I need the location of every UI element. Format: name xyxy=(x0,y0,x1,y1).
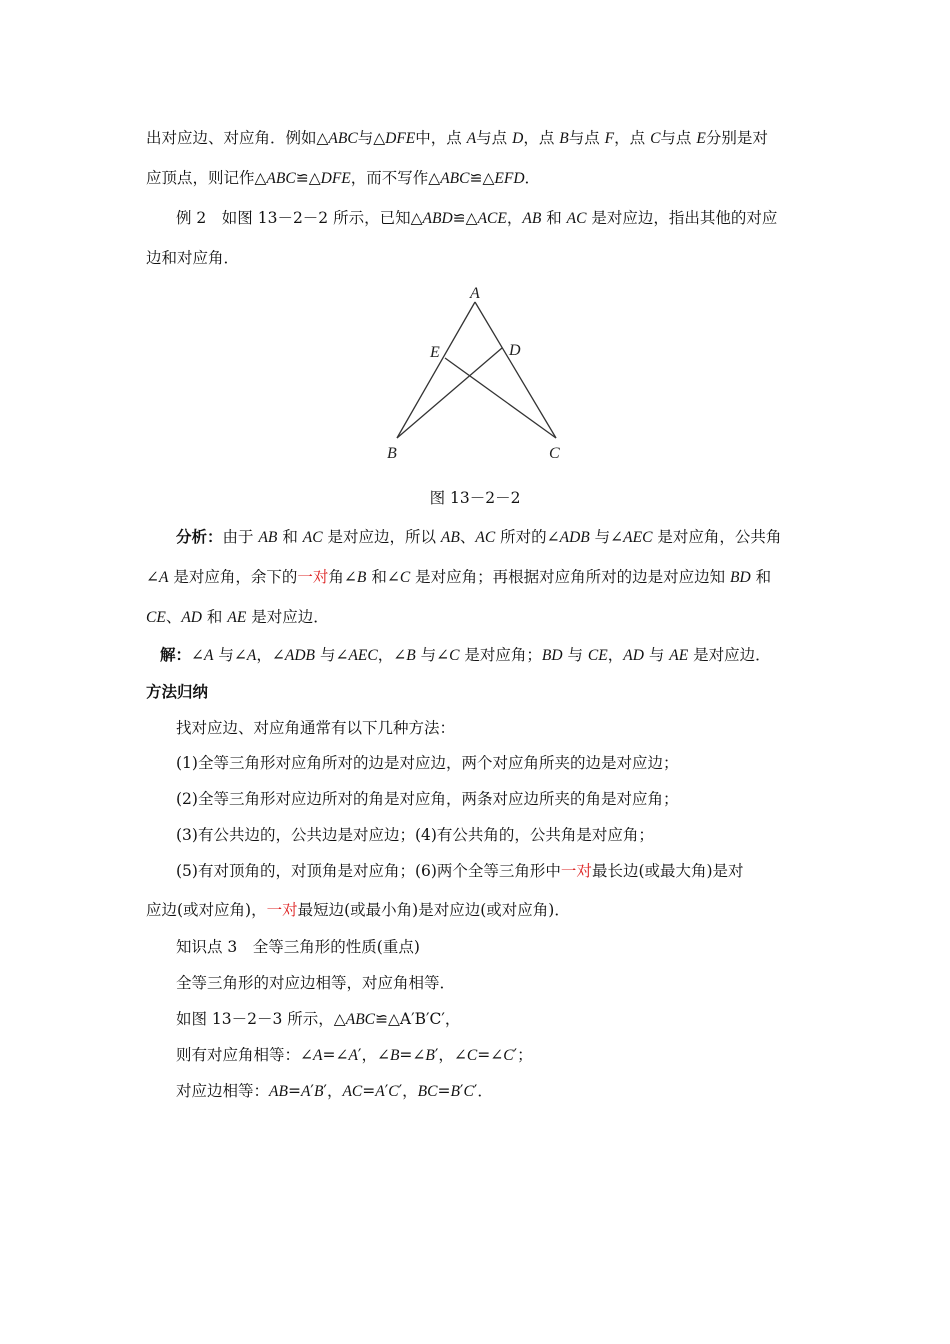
text-line: CE、AD 和 AE 是对应边． xyxy=(146,608,329,626)
knowledge-point-heading: 知识点 3 全等三角形的性质(重点) xyxy=(176,938,420,956)
text-line: 应边(或对应角)，一对最短边(或最小角)是对应边(或对应角)． xyxy=(146,901,570,919)
text-line: 应顶点，则记作△ABC≌△DFE，而不写作△ABC≌△EFD． xyxy=(146,169,541,187)
method-item: (1)全等三角形对应角所对的边是对应边，两个对应角所夹的边是对应边； xyxy=(176,754,679,772)
geometry-figure xyxy=(0,280,950,480)
vertex-label-d: D xyxy=(509,342,521,359)
text-line: 对应边相等：AB=A′B′，AC=A′C′，BC=B′C′． xyxy=(176,1082,493,1100)
segment-ac xyxy=(475,302,556,438)
method-item: (2)全等三角形对应边所对的角是对应角，两条对应边所夹的角是对应角； xyxy=(176,790,679,808)
knowledge-point-text: 全等三角形的对应边相等，对应角相等． xyxy=(176,974,456,992)
vertex-label-e: E xyxy=(430,344,440,361)
method-item: (3)有公共边的，公共边是对应边；(4)有公共角的，公共角是对应角； xyxy=(176,826,654,844)
vertex-label-b: B xyxy=(387,445,397,462)
text-line: ∠A 是对应角，余下的一对角∠B 和∠C 是对应角；再根据对应角所对的边是对应边知 BD 和 xyxy=(146,568,772,586)
text-line: 如图 13－2－3 所示，△ABC≌△A′B′C′， xyxy=(176,1010,461,1028)
analysis-line: 分析：由于 AB 和 AC 是对应边，所以 AB、AC 所对的∠ADB 与∠AEC 是对应角，公共角 xyxy=(176,528,782,546)
solution-line: 解：∠A 与∠A，∠ADB 与∠AEC，∠B 与∠C 是对应角；BD 与 CE，AD 与 AE 是对应边． xyxy=(160,646,771,664)
text-line: 出对应边、对应角．例如△ABC与△DFE中，点 A与点 D，点 B与点 F，点 C与点 E分别是对 xyxy=(146,129,768,147)
method-intro: 找对应边、对应角通常有以下几种方法： xyxy=(176,719,456,737)
text-line: 边和对应角． xyxy=(146,249,240,267)
vertex-label-c: C xyxy=(549,445,560,462)
segment-ce xyxy=(445,358,556,438)
method-title: 方法归纳 xyxy=(146,683,209,701)
text-line: 则有对应角相等：∠A=∠A′，∠B=∠B′，∠C=∠C′； xyxy=(176,1046,533,1064)
figure-caption: 图 13－2－2 xyxy=(429,489,521,507)
method-item: (5)有对顶角的，对顶角是对应角；(6)两个全等三角形中一对最长边(或最大角)是对 xyxy=(176,862,744,880)
segment-ab xyxy=(397,302,475,438)
example-2-line: 例 2 如图 13－2－2 所示，已知△ABD≌△ACE，AB 和 AC 是对应边，指出其他的对应 xyxy=(176,209,778,227)
vertex-label-a: A xyxy=(470,285,480,302)
